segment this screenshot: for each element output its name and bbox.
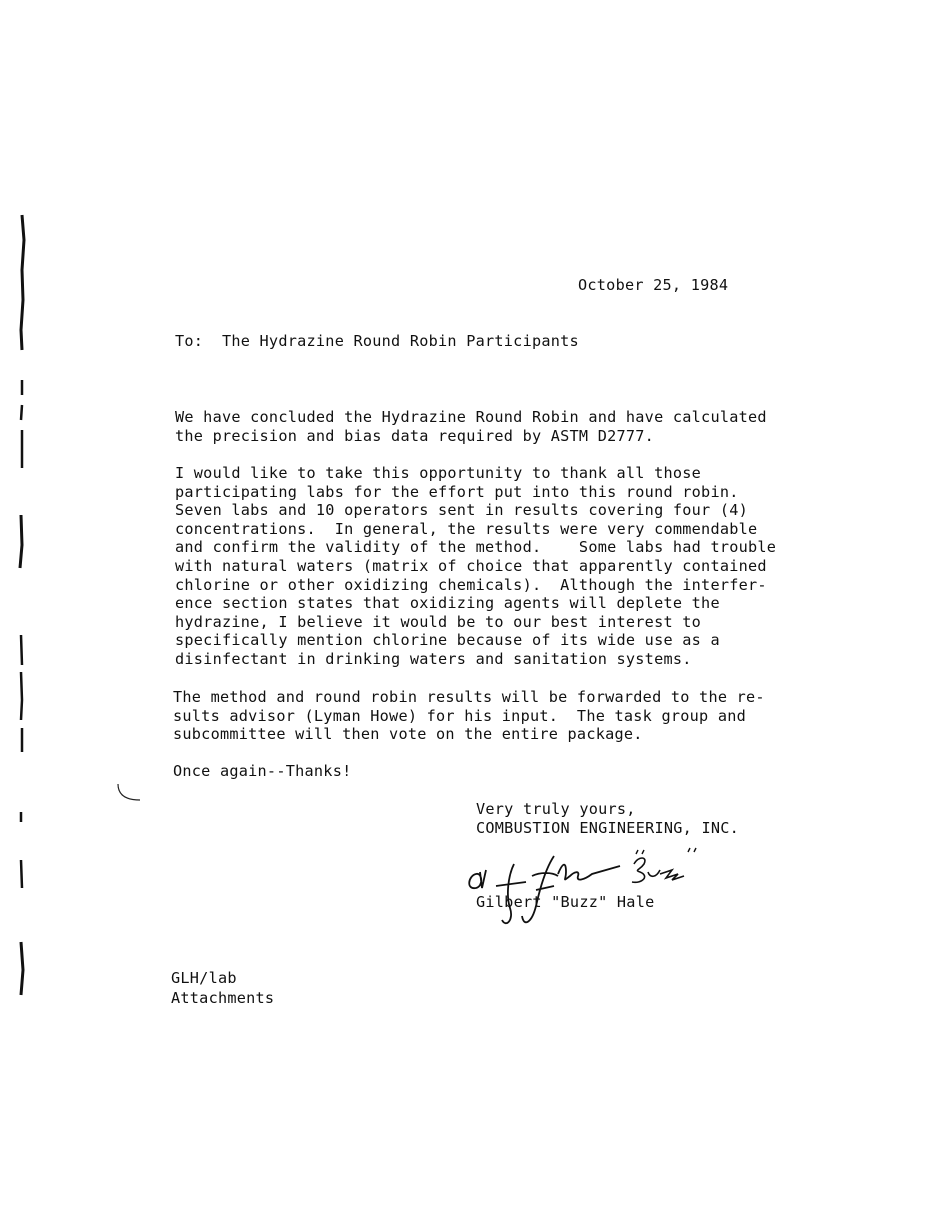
stray-pen-mark — [112, 780, 152, 810]
paragraph-line: chlorine or other oxidizing chemicals). Although the interfer- — [175, 575, 767, 594]
recipient-line: To: The Hydrazine Round Robin Participants — [175, 332, 579, 350]
binder-mark-5 — [21, 812, 22, 888]
paragraph-line: Seven labs and 10 operators sent in results covering four (4) — [175, 501, 749, 520]
paragraph-line: disinfectant in drinking waters and sanitation systems. — [175, 649, 692, 668]
reference-initials: GLH/lab — [171, 969, 237, 987]
scan-edge-marks — [0, 0, 40, 1228]
company-name: COMBUSTION ENGINEERING, INC. — [476, 818, 740, 837]
paragraph-line: concentrations. In general, the results were very commendable — [175, 519, 758, 538]
attachments-note: Attachments — [171, 989, 275, 1007]
paragraph-line: ence section states that oxidizing agents will deplete the — [175, 594, 720, 613]
paragraph-line: hydrazine, I believe it would be to our best interest to — [175, 612, 702, 631]
binder-mark-2 — [21, 380, 22, 468]
paragraph-line: specifically mention chlorine because of its wide use as a — [175, 631, 720, 650]
binder-mark-4 — [21, 635, 22, 752]
paragraph-line: The method and round robin results will be forwarded to the re- — [173, 688, 765, 706]
reference-block — [171, 968, 274, 1008]
binder-mark-6 — [21, 942, 23, 995]
letter-date: October 25, 1984 — [578, 276, 729, 294]
paragraph-line: subcommittee will then vote on the entire package. — [173, 725, 643, 744]
paragraph-line: We have concluded the Hydrazine Round Robin and have calculated — [175, 408, 767, 426]
signatory-name: Gilbert "Buzz" Hale — [476, 893, 655, 911]
closing-block — [476, 800, 739, 837]
paragraph-line: the precision and bias data required by ASTM D2777. — [175, 426, 655, 445]
paragraph-line: I would like to take this opportunity to thank all those — [175, 464, 702, 482]
paragraph-line: with natural waters (matrix of choice that apparently contained — [175, 556, 767, 575]
thanks-line: Once again--Thanks! — [173, 762, 352, 780]
binder-mark-3 — [20, 515, 22, 568]
paragraph-3 — [173, 688, 765, 744]
paragraph-line: and confirm the validity of the method. Some labs had trouble — [175, 538, 777, 557]
paragraph-2 — [175, 464, 776, 669]
handwritten-signature — [462, 846, 712, 930]
paragraph-line: participating labs for the effort put into this round robin. — [175, 482, 739, 501]
paragraph-line: sults advisor (Lyman Howe) for his input. The task group and — [173, 706, 747, 725]
binder-mark-1 — [21, 215, 24, 350]
paragraph-1 — [175, 408, 767, 445]
closing-salutation: Very truly yours, — [476, 800, 636, 818]
